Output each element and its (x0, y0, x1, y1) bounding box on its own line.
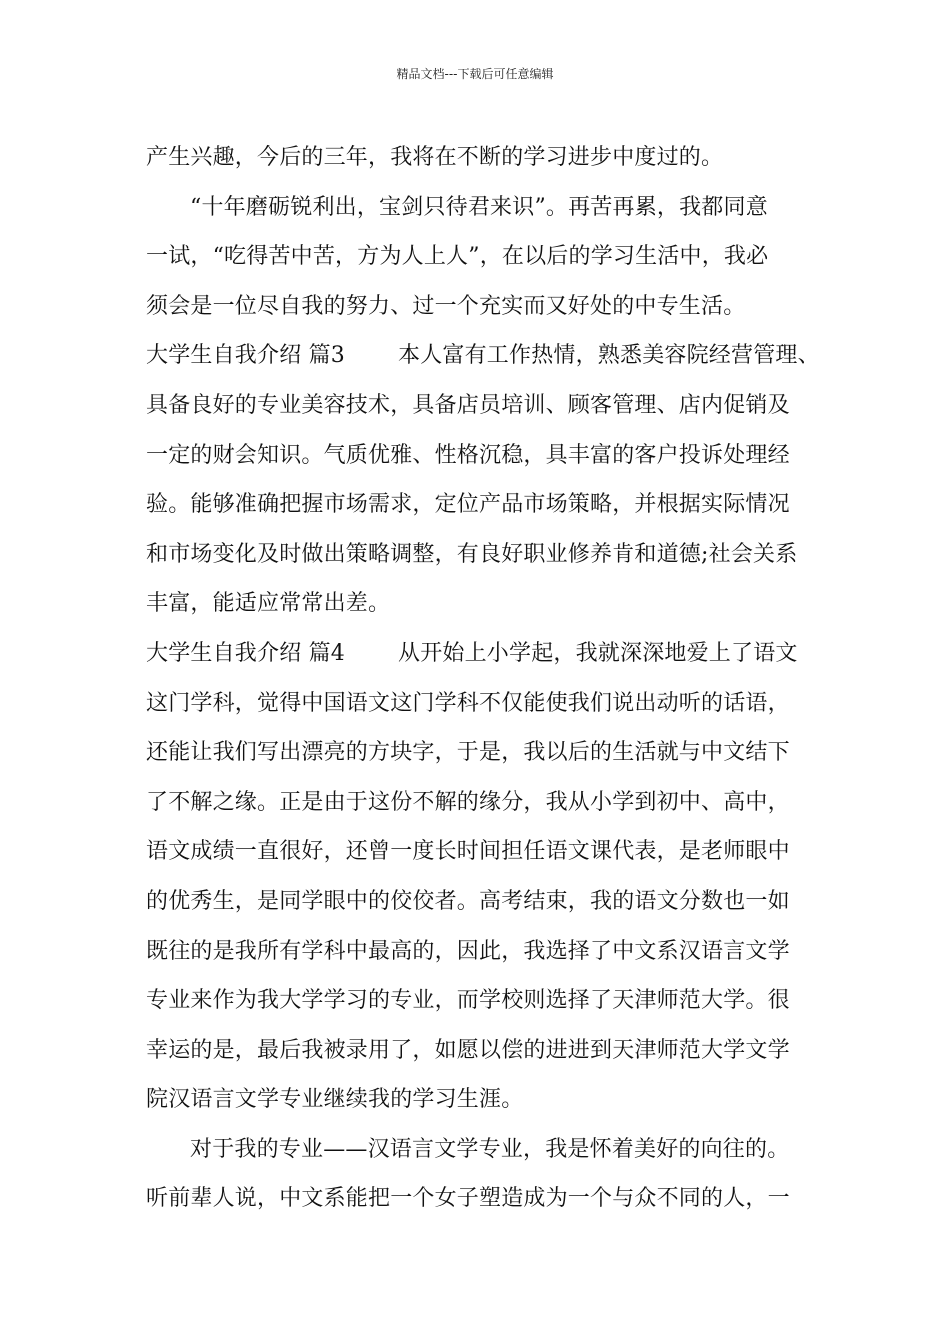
section-heading-4: 大学生自我介绍 篇4 (146, 640, 345, 666)
section-text-3: 本人富有工作热情，熟悉美容院经营管理、 (398, 343, 820, 369)
text-line: 丰富，能适应常常出差。 (146, 591, 391, 617)
section-line-4 (146, 629, 822, 679)
text-line: 一试，“吃得苦中苦，方为人上人”，在以后的学习生活中，我必 (146, 244, 769, 270)
text-line: 既往的是我所有学科中最高的，因此，我选择了中文系汉语言文学 (146, 938, 790, 964)
text-line: 须会是一位尽自我的努力、过一个充实而又好处的中专生活。 (146, 293, 746, 319)
text-line: 听前辈人说，中文系能把一个女子塑造成为一个与众不同的人，一 (146, 1186, 790, 1212)
section-heading-3: 大学生自我介绍 篇3 (146, 343, 345, 369)
page-header: 精品文档---下载后可任意编辑 (396, 67, 554, 81)
text-line: 验。能够准确把握市场需求，定位产品市场策略，并根据实际情况 (146, 492, 790, 518)
text-line: 的优秀生，是同学眼中的佼佼者。高考结束，我的语文分数也一如 (146, 888, 790, 914)
text-line: 对于我的专业——汉语言文学专业，我是怀着美好的向往的。 (190, 1136, 790, 1162)
document-body (146, 133, 822, 1224)
text-line: 这门学科，觉得中国语文这门学科不仅能使我们说出动听的话语， (146, 690, 790, 716)
text-line: 院汉语言文学专业继续我的学习生涯。 (146, 1087, 524, 1113)
text-line: 产生兴趣，今后的三年，我将在不断的学习进步中度过的。 (146, 145, 724, 170)
text-line: 还能让我们写出漂亮的方块字，于是，我以后的生活就与中文结下 (146, 740, 790, 766)
text-line: “十年磨砺锐利出，宝剑只待君来识”。再苦再累，我都同意 (190, 194, 768, 220)
section-line-3 (146, 331, 822, 381)
text-line: 一定的财会知识。气质优雅、性格沉稳，具丰富的客户投诉处理经 (146, 442, 790, 468)
text-line: 幸运的是，最后我被录用了，如愿以偿的进进到天津师范大学文学 (146, 1037, 790, 1063)
text-line: 语文成绩一直很好，还曾一度长时间担任语文课代表，是老师眼中 (146, 839, 790, 865)
text-line: 具备良好的专业美容技术，具备店员培训、顾客管理、店内促销及 (146, 392, 790, 418)
section-text-4: 从开始上小学起，我就深深地爱上了语文 (398, 640, 798, 666)
text-line: 了不解之缘。正是由于这份不解的缘分，我从小学到初中、高中， (146, 789, 790, 815)
text-line: 和市场变化及时做出策略调整，有良好职业修养肯和道德;社会关系 (146, 541, 798, 567)
text-line: 专业来作为我大学学习的专业，而学校则选择了天津师范大学。很 (146, 988, 790, 1014)
